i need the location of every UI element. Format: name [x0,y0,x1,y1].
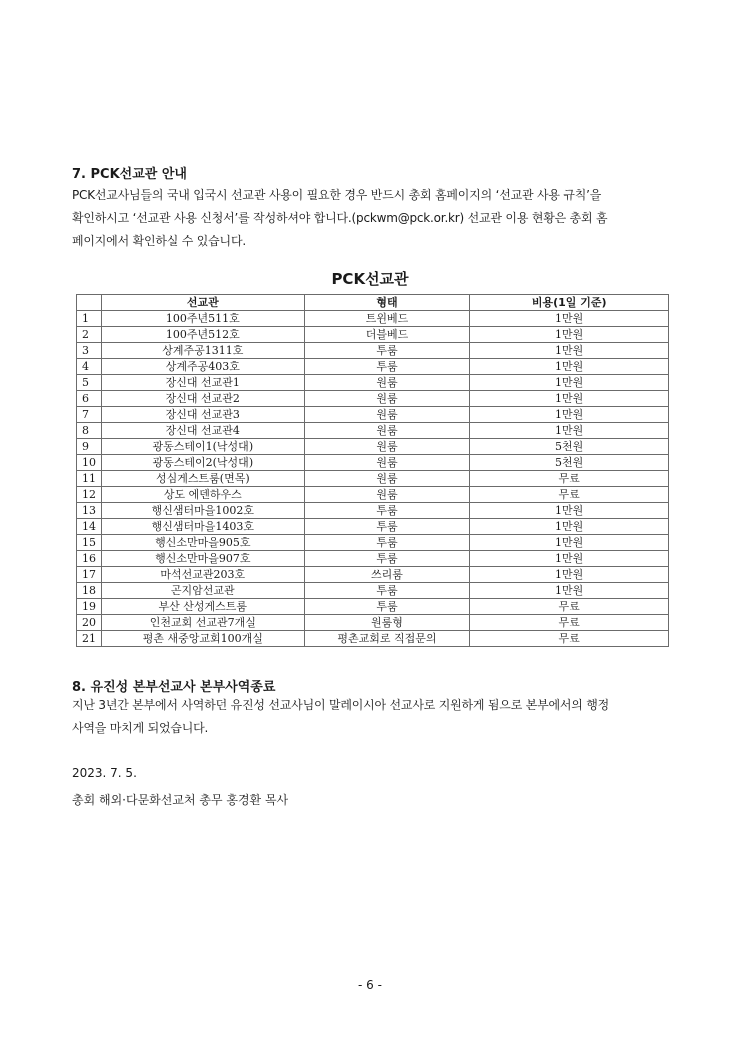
table-row [77,471,669,487]
table-row [77,327,669,343]
row-number: 4 [77,359,102,375]
table-row [77,583,669,599]
row-cost: 무료 [470,599,669,615]
date: 2023. 7. 5. [72,766,137,780]
table-row [77,359,669,375]
row-number: 12 [77,487,102,503]
row-type: 쓰리룸 [304,567,470,583]
row-type: 원룸 [304,407,470,423]
row-cost: 1만원 [470,343,669,359]
row-cost: 무료 [470,615,669,631]
paragraph-line: PCK선교사님들의 국내 입국시 선교관 사용이 필요한 경우 반드시 총회 홈페이지의 ‘선교관 사용 규칙’을 [72,188,602,202]
row-house-name: 장신대 선교관4 [101,423,304,439]
row-house-name: 장신대 선교관2 [101,391,304,407]
row-number: 3 [77,343,102,359]
row-type: 투룸 [304,583,470,599]
row-cost: 무료 [470,471,669,487]
section-7-paragraph [72,184,670,253]
row-number: 1 [77,311,102,327]
paragraph-line: 지난 3년간 본부에서 사역하던 유진성 선교사님이 말레이시아 선교사로 지원하게 됨으로 본부에서의 행정 [72,698,610,712]
row-type: 투룸 [304,359,470,375]
row-number: 14 [77,519,102,535]
paragraph-line: 페이지에서 확인하실 수 있습니다. [72,234,246,248]
table-row [77,439,669,455]
row-number: 19 [77,599,102,615]
header-type: 형태 [304,295,470,311]
table-row [77,599,669,615]
row-number: 13 [77,503,102,519]
table-row [77,503,669,519]
row-type: 투룸 [304,599,470,615]
row-number: 18 [77,583,102,599]
signature: 총회 해외·다문화선교처 총무 홍경환 목사 [72,793,289,807]
row-type: 원룸 [304,487,470,503]
row-cost: 1만원 [470,535,669,551]
row-cost: 1만원 [470,503,669,519]
row-type: 투룸 [304,551,470,567]
section-8-heading: 8. 유진성 본부선교사 본부사역종료 [72,680,276,695]
row-type: 원룸 [304,471,470,487]
header-name: 선교관 [101,295,304,311]
row-house-name: 100주년512호 [101,327,304,343]
mission-house-table [76,294,669,647]
row-house-name: 100주년511호 [101,311,304,327]
row-type: 원룸 [304,439,470,455]
row-cost: 1만원 [470,407,669,423]
row-type: 트윈베드 [304,311,470,327]
page-number: - 6 - [358,978,382,992]
row-house-name: 광동스테이2(낙성대) [101,455,304,471]
row-type: 투룸 [304,535,470,551]
row-type: 투룸 [304,343,470,359]
row-house-name: 장신대 선교관3 [101,407,304,423]
row-house-name: 성심게스트룸(면목) [101,471,304,487]
table-row [77,343,669,359]
row-house-name: 마석선교관203호 [101,567,304,583]
row-type: 원룸 [304,423,470,439]
table-caption: PCK선교관 [331,270,409,288]
paragraph-line: 확인하시고 ‘선교관 사용 신청서’를 작성하셔야 합니다.(pckwm@pck.or.kr) 선교관 이용 현황은 총회 홈 [72,211,608,225]
row-type: 평촌교회로 직접문의 [304,631,470,647]
section-7-heading: 7. PCK선교관 안내 [72,167,187,182]
row-number: 2 [77,327,102,343]
row-number: 8 [77,423,102,439]
row-cost: 1만원 [470,519,669,535]
row-house-name: 상도 에덴하우스 [101,487,304,503]
row-house-name: 부산 산성게스트룸 [101,599,304,615]
table-row [77,407,669,423]
row-cost: 1만원 [470,583,669,599]
row-number: 11 [77,471,102,487]
table-row [77,631,669,647]
row-number: 7 [77,407,102,423]
section-8-paragraph [72,694,670,740]
row-type: 원룸형 [304,615,470,631]
table-row [77,423,669,439]
row-type: 원룸 [304,455,470,471]
row-number: 17 [77,567,102,583]
row-type: 원룸 [304,375,470,391]
row-house-name: 인천교회 선교관7개실 [101,615,304,631]
row-cost: 5천원 [470,439,669,455]
table-row [77,391,669,407]
row-cost: 1만원 [470,359,669,375]
table-row [77,519,669,535]
row-house-name: 상계주공1311호 [101,343,304,359]
row-cost: 1만원 [470,423,669,439]
row-house-name: 상계주공403호 [101,359,304,375]
row-number: 15 [77,535,102,551]
row-house-name: 평촌 새중앙교회100개실 [101,631,304,647]
table-body [77,311,669,647]
row-number: 10 [77,455,102,471]
table-header-row [77,295,669,311]
row-cost: 1만원 [470,551,669,567]
row-house-name: 행신소만마을907호 [101,551,304,567]
table-row [77,311,669,327]
row-number: 20 [77,615,102,631]
row-house-name: 행신샘터마을1403호 [101,519,304,535]
row-number: 9 [77,439,102,455]
row-cost: 1만원 [470,327,669,343]
row-type: 투룸 [304,519,470,535]
row-cost: 1만원 [470,311,669,327]
row-type: 원룸 [304,391,470,407]
row-type: 더블베드 [304,327,470,343]
paragraph-line: 사역을 마치게 되었습니다. [72,721,209,735]
row-house-name: 행신샘터마을1002호 [101,503,304,519]
header-number [77,295,102,311]
row-cost: 무료 [470,631,669,647]
row-cost: 5천원 [470,455,669,471]
row-cost: 1만원 [470,375,669,391]
table-row [77,535,669,551]
row-house-name: 곤지암선교관 [101,583,304,599]
table-row [77,455,669,471]
header-cost: 비용(1일 기준) [470,295,669,311]
table-row [77,487,669,503]
row-number: 5 [77,375,102,391]
row-number: 21 [77,631,102,647]
row-house-name: 장신대 선교관1 [101,375,304,391]
row-cost: 1만원 [470,567,669,583]
table-row [77,551,669,567]
row-cost: 무료 [470,487,669,503]
row-number: 6 [77,391,102,407]
row-number: 16 [77,551,102,567]
table-row [77,615,669,631]
table-row [77,567,669,583]
row-house-name: 광동스테이1(낙성대) [101,439,304,455]
row-cost: 1만원 [470,391,669,407]
row-house-name: 행신소만마을905호 [101,535,304,551]
table-row [77,375,669,391]
row-type: 투룸 [304,503,470,519]
